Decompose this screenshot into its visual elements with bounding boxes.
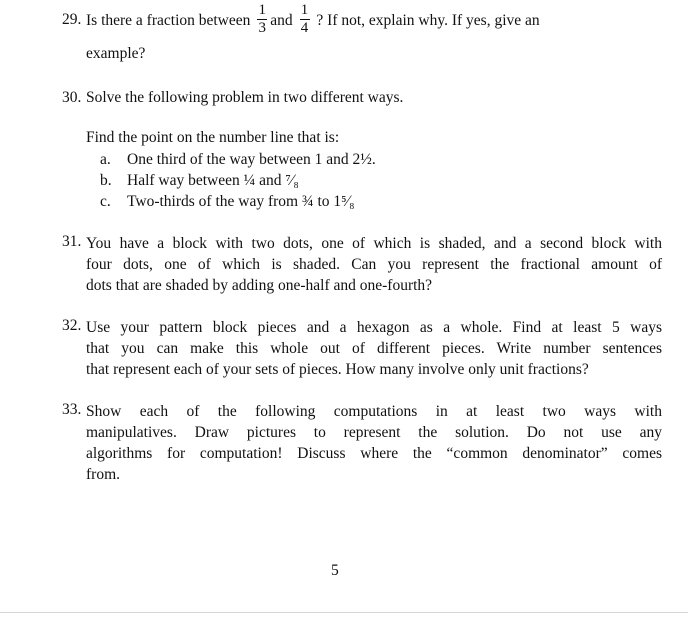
q29-frac1-denominator: 3: [258, 19, 267, 36]
q29-text-part1: Is there a fraction between: [86, 12, 251, 29]
q31-number: 31.: [62, 233, 82, 250]
q29-fraction-one-third: [257, 3, 267, 36]
q30-item-a-text: One third of the way between 1 and 2½.: [127, 151, 376, 168]
page-bottom-divider: [0, 612, 688, 613]
q29-line1: [86, 3, 540, 39]
q33-line: from.: [86, 466, 121, 483]
q30-item-c-letter: c.: [100, 193, 111, 210]
q30-text: Solve the following problem in two different ways.: [86, 89, 404, 106]
q30-item-b-text: Half way between ¼ and ⁷⁄₈: [127, 172, 299, 189]
q33-paragraph: [86, 401, 662, 485]
q29-text-part2: ? If not, explain why. If yes, give an: [316, 12, 540, 29]
q29-fraction-one-fourth: [300, 3, 310, 36]
q32-line: that represent each of your sets of pieces. How many involve only unit fractions?: [86, 361, 589, 378]
q33-line: algorithms for computation! Discuss where the “common denominator” comes: [86, 445, 662, 462]
q32-number: 32.: [62, 317, 82, 334]
q30-item-a-letter: a.: [100, 151, 111, 168]
q33-line: manipulatives. Draw pictures to represent the solution. Do not use any: [86, 424, 662, 441]
q29-frac2-numerator: 1: [300, 1, 309, 18]
q31-paragraph: [86, 233, 662, 296]
q30-item-c-text: Two-thirds of the way from ¾ to 1⁵⁄₈: [127, 193, 355, 210]
q30-number: 30.: [62, 89, 82, 106]
q31-line: You have a block with two dots, one of which is shaded, and a second block with: [86, 235, 662, 252]
q32-paragraph: [86, 317, 662, 380]
page-number: 5: [331, 562, 339, 579]
q30-intro: Find the point on the number line that is:: [86, 129, 340, 146]
q31-line: dots that are shaded by adding one-half and one-fourth?: [86, 277, 433, 294]
q30-item-b-letter: b.: [100, 172, 112, 189]
q32-line: Use your pattern block pieces and a hexagon as a whole. Find at least 5 ways: [86, 319, 662, 336]
q33-number: 33.: [62, 401, 82, 418]
q29-number: 29.: [62, 11, 82, 28]
q31-line: four dots, one of which is shaded. Can you represent the fractional amount of: [86, 256, 662, 273]
q32-line: that you can make this whole out of different pieces. Write number sentences: [86, 340, 662, 357]
q33-line: Show each of the following computations in at least two ways with: [86, 403, 662, 420]
q29-frac1-numerator: 1: [258, 1, 267, 18]
q29-frac2-denominator: 4: [300, 19, 309, 36]
q29-line2: example?: [86, 45, 146, 62]
q29-and: and: [270, 12, 293, 29]
